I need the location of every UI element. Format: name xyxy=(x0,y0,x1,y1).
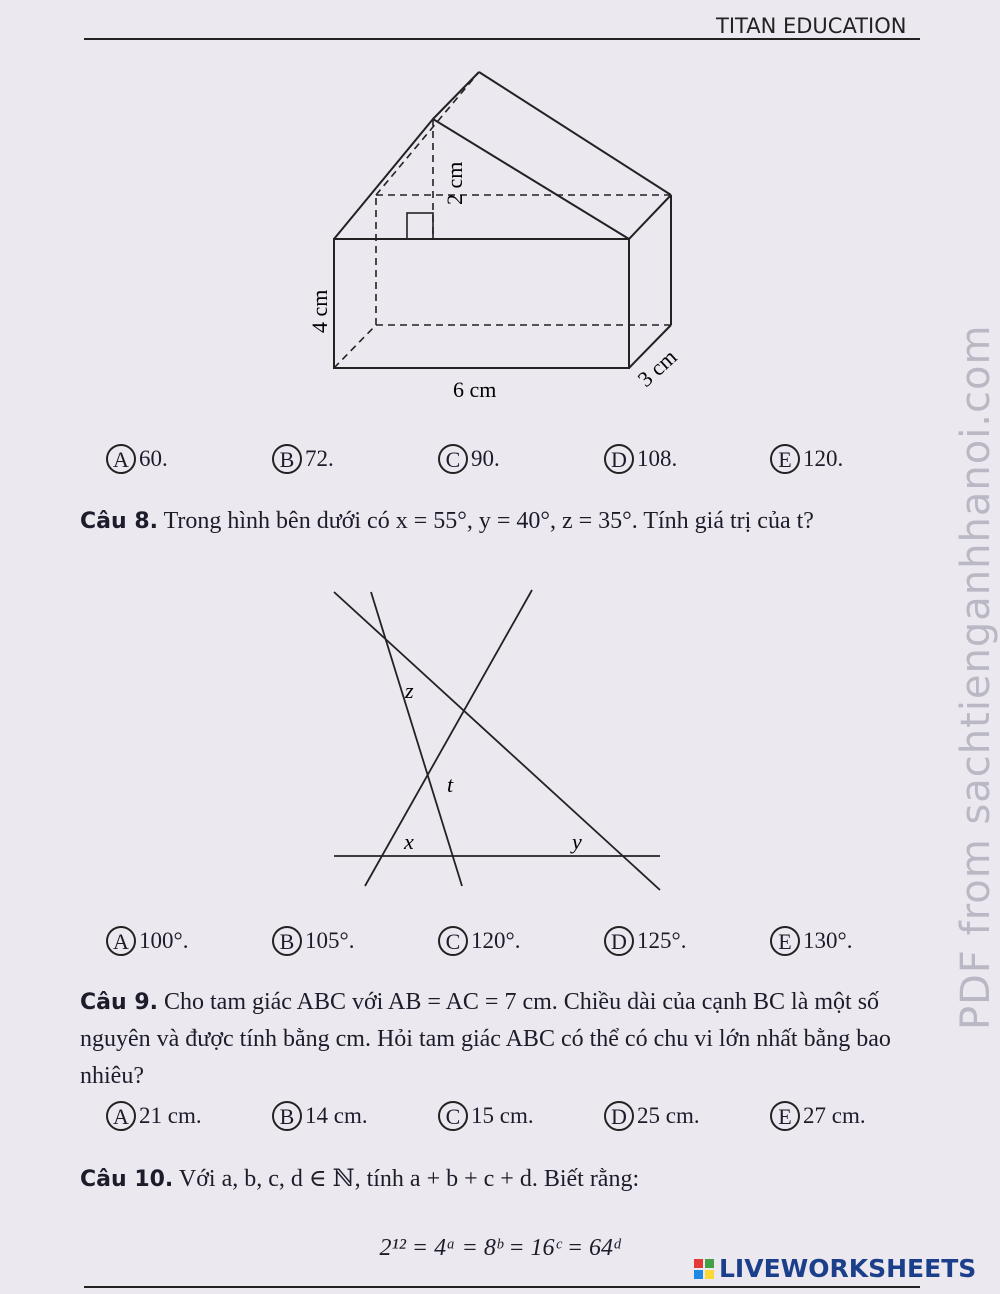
option-c[interactable] xyxy=(438,1101,534,1131)
question-label: Câu 8. xyxy=(80,509,158,534)
front-triangle xyxy=(334,119,629,239)
label-z: z xyxy=(405,678,414,703)
option-text: 21 cm. xyxy=(139,1103,202,1128)
option-d[interactable] xyxy=(604,444,677,474)
question-10 xyxy=(80,1161,920,1198)
option-d[interactable] xyxy=(604,1101,700,1131)
label-3cm: 3 cm xyxy=(632,344,682,392)
option-text: 60. xyxy=(139,446,168,471)
right-angle-mark xyxy=(407,213,433,239)
footer-rule xyxy=(84,1286,920,1288)
question-text: Với a, b, c, d ∈ ℕ, tính a + b + c + d. Biết rằng: xyxy=(178,1166,640,1192)
option-letter: E xyxy=(770,444,800,474)
option-a[interactable] xyxy=(106,1101,202,1131)
question-label: Câu 10. xyxy=(80,1167,174,1192)
option-letter: A xyxy=(106,1101,136,1131)
option-text: 125°. xyxy=(637,928,687,953)
option-text: 120. xyxy=(803,446,844,471)
option-letter: D xyxy=(604,444,634,474)
option-a[interactable] xyxy=(106,444,168,474)
label-2cm: 2 cm xyxy=(442,161,467,205)
front-face xyxy=(334,239,629,368)
option-d[interactable] xyxy=(604,926,686,956)
option-letter: C xyxy=(438,926,468,956)
option-e[interactable] xyxy=(770,1101,866,1131)
q7-options xyxy=(106,444,906,478)
lines-figure xyxy=(334,590,660,890)
option-text: 27 cm. xyxy=(803,1103,866,1128)
watermark: PDF from sachtienganhhanoi.com xyxy=(953,324,999,1030)
option-letter: D xyxy=(604,1101,634,1131)
option-b[interactable] xyxy=(272,444,334,474)
option-text: 15 cm. xyxy=(471,1103,534,1128)
label-4cm: 4 cm xyxy=(307,289,332,333)
label-6cm: 6 cm xyxy=(453,377,497,402)
option-letter: C xyxy=(438,444,468,474)
option-text: 120°. xyxy=(471,928,521,953)
option-text: 105°. xyxy=(305,928,355,953)
option-text: 100°. xyxy=(139,928,189,953)
liveworksheets-logo[interactable] xyxy=(690,1254,980,1283)
option-e[interactable] xyxy=(770,926,852,956)
option-b[interactable] xyxy=(272,1101,368,1131)
option-c[interactable] xyxy=(438,926,520,956)
formula: 2¹² = 4ᵃ = 8ᵇ = 16ᶜ = 64ᵈ xyxy=(379,1235,621,1261)
question-text: Trong hình bên dưới có x = 55°, y = 40°, z = 35°. Tính giá trị của t? xyxy=(163,508,814,534)
option-text: 14 cm. xyxy=(305,1103,368,1128)
question-9 xyxy=(80,984,920,1095)
option-c[interactable] xyxy=(438,444,500,474)
header-brand: TITAN EDUCATION xyxy=(716,14,907,38)
option-letter: B xyxy=(272,926,302,956)
option-b[interactable] xyxy=(272,926,354,956)
option-letter: C xyxy=(438,1101,468,1131)
option-text: 90. xyxy=(471,446,500,471)
option-letter: E xyxy=(770,926,800,956)
q9-options xyxy=(106,1101,906,1135)
option-text: 72. xyxy=(305,446,334,471)
question-8 xyxy=(80,503,920,540)
option-letter: A xyxy=(106,444,136,474)
option-letter: B xyxy=(272,444,302,474)
option-letter: E xyxy=(770,1101,800,1131)
label-y: y xyxy=(572,829,582,854)
option-e[interactable] xyxy=(770,444,843,474)
label-x: x xyxy=(404,829,414,854)
question-text: Cho tam giác ABC với AB = AC = 7 cm. Chiều dài của cạnh BC là một số nguyên và được tính bằng cm. Hỏi tam giác ABC có thể có chu vi lớn nhất bằng bao nhiêu? xyxy=(80,989,891,1089)
logo-text: LIVEWORKSHEETS xyxy=(719,1254,977,1283)
liveworksheets-icon xyxy=(694,1259,714,1279)
option-letter: D xyxy=(604,926,634,956)
option-text: 130°. xyxy=(803,928,853,953)
option-a[interactable] xyxy=(106,926,188,956)
option-letter: A xyxy=(106,926,136,956)
question-label: Câu 9. xyxy=(80,990,158,1015)
option-letter: B xyxy=(272,1101,302,1131)
back-slope xyxy=(479,72,671,195)
label-t: t xyxy=(447,772,454,797)
option-text: 25 cm. xyxy=(637,1103,700,1128)
option-text: 108. xyxy=(637,446,678,471)
q8-options xyxy=(106,926,906,960)
